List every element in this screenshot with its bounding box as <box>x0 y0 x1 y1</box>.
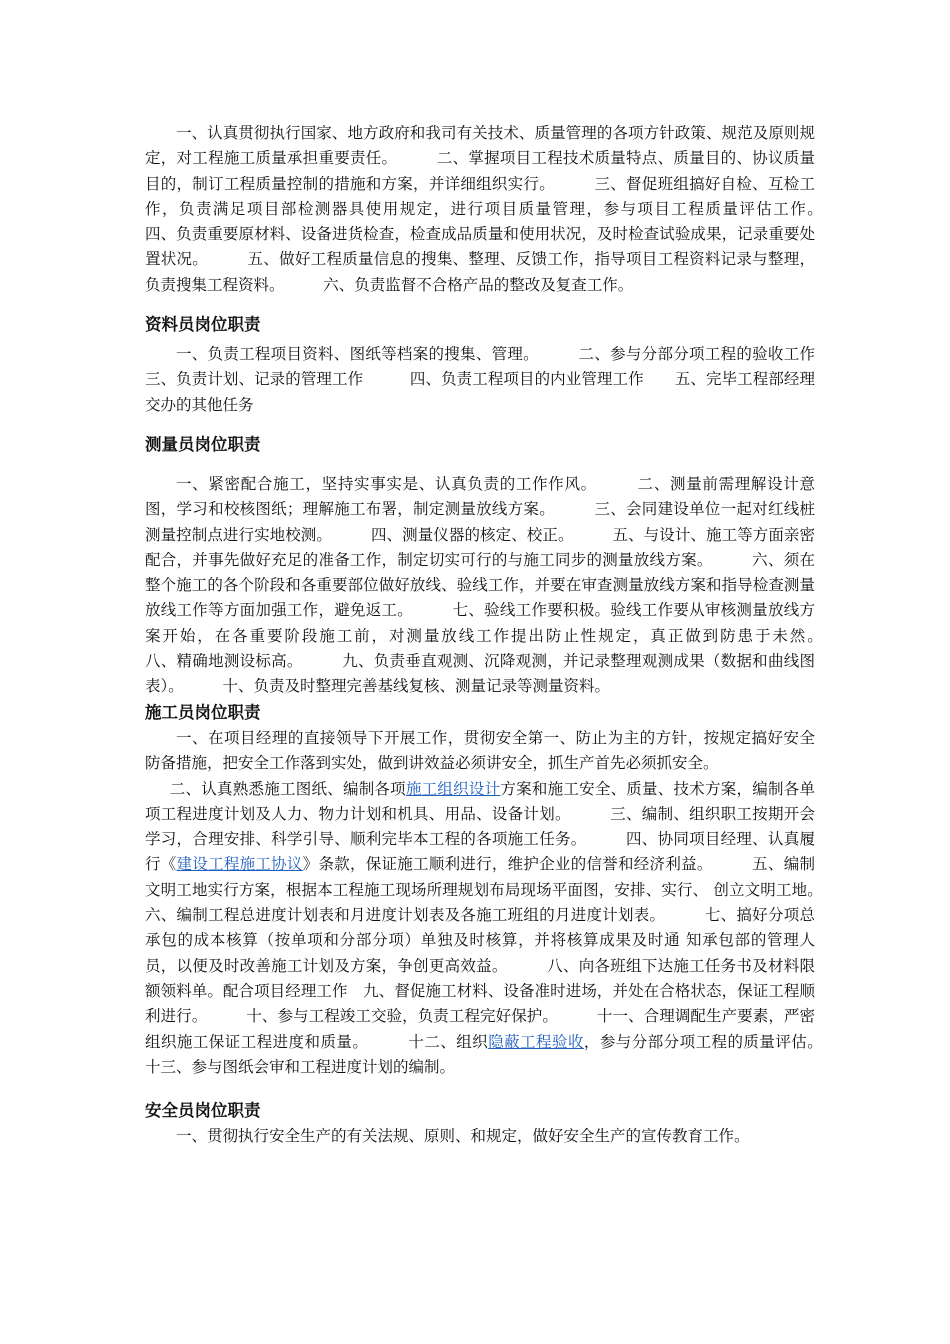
construction-text-a: 二、认真熟悉施工图纸、编制各项 <box>169 779 406 798</box>
link-concealed-works-acceptance[interactable]: 隐蔽工程验收 <box>488 1032 584 1051</box>
safety-duties-text: 一、贯彻执行安全生产的有关法规、原则、和规定，做好安全生产的宣传教育工作。 <box>176 1127 750 1146</box>
records-clerk-heading: 资料员岗位职责 <box>145 315 261 335</box>
surveyor-heading: 测量员岗位职责 <box>145 434 261 454</box>
quality-duties-text: 一、认真贯彻执行国家、地方政府和我司有关技术、质量管理的各项方针政策、规范及原则规定，对工程施工质量承担重要责任。 二、掌握项目工程技术质量特点、质量目的、协议质量目的，制订工程质量控制的措施和方案，并详细组织实行。 三、督促班组搞好自检、互检工作，负责满足项目部检测器具使用规定，进行项目质量管理，参与项目工程质量评估工作。 四、负责重要原材料、设备进货检查，检查成品质量和使用状况，及时检查试验成果，记录重要处置状况。 五、做好工程质量信息的搜集、整理、反馈工作，指导项目工程资料记录与整理，负责搜集工程资料。 六、负责监督不合格产品的整改及复查工作。 <box>145 124 862 294</box>
construction-text-b: 方案和施工安全、质量、技术方案，编制各单项工程进度计划及人力、物力计划和机具、用品、设备计划。 三、编制、组织职工按期开会学习，合理安排、科学引导、顺利完毕本工程的各项施工任务。 四、协同项目经理、认真履行《 <box>145 779 815 874</box>
records-duties-text: 一、负责工程项目资料、图纸等档案的搜集、管理。 二、参与分部分项工程的验收工作 三、负责计划、记录的管理工作 四、负责工程项目的内业管理工作 五、完毕工程部经理交办的其他任务 <box>145 345 862 414</box>
surveyor-duties-body: 一、紧密配合施工，坚持实事实是、认真负责的工作作风。 二、测量前需理解设计意图，学习和校核图纸；理解施工布署，制定测量放线方案。 三、会同建设单位一起对红线桩测量控制点进行实地校测。 四、测量仪器的核定、校正。 五、与设计、施工等方面亲密配合，并事先做好充足的准备工作，制定切实可行的与施工同步的测量放线方案。 六、须在整个施工的各个阶段和各重要部位做好放线、验线工作，并要在审查测量放线方案和指导检查测量放线工作等方面加强工作，避免返工。 七、验线工作要积极。验线工作要从审核测量放线方案开始，在各重要阶段施工前，对测量放线工作提出防止性规定，真正做到防患于未然。 八、精确地测设标高。 九、负责垂直观测、沉降观测，并记录整理观测成果（数据和曲线图表）。 十、负责及时整理完善基线复核、测量记录等测量资料。 <box>145 474 862 696</box>
surveyor-duties-text <box>145 472 862 700</box>
safety-officer-heading: 安全员岗位职责 <box>145 1101 261 1121</box>
construction-text-d: ，参与分部分项工程的质量评估。 十三、参与图纸会审和工程进度计划的编制。 <box>145 1032 862 1076</box>
link-construction-agreement[interactable]: 建设工程施工协议 <box>176 855 303 874</box>
construction-duties-text <box>145 777 862 1081</box>
construction-text-c: 》条款，保证施工顺利进行，维护企业的信誉和经济利益。 五、编制文明工地实行方案，根据本工程施工现场所理规划布局现场平面图，安排、实行、 创立文明工地。 六、编制工程总进度计划表和月进度计划表及各施工班组的月进度计划表。 七、搞好分项总承包的成本核算（按单项和分部分项）单独及时核算，并将核算成果及时通 知承包部的管理人员，以便及时改善施工计划及方案，争创更高效益。 八、向各班组下达施工任务书及材料限额领料单。配合项目经理工作 九、督促施工材料、设备准时进场，并处在合格状态，保证工程顺利进行。 十、参与工程竣工交验，负责工程完好保护。 十一、合理调配生产要素，严密组织施工保证工程进度和质量。 十二、组织 <box>145 855 862 1051</box>
link-construction-org-design[interactable]: 施工组织设计 <box>405 779 501 798</box>
document-page <box>145 121 862 1149</box>
construction-heading: 施工员岗位职责 <box>145 702 261 722</box>
construction-duty-1: 一、在项目经理的直接领导下开展工作，贯彻安全第一、防止为主的方针，按规定搞好安全 防备措施，把安全工作落到实处，做到讲效益必须讲安全，抓生产首先必须抓安全。 <box>145 728 815 773</box>
